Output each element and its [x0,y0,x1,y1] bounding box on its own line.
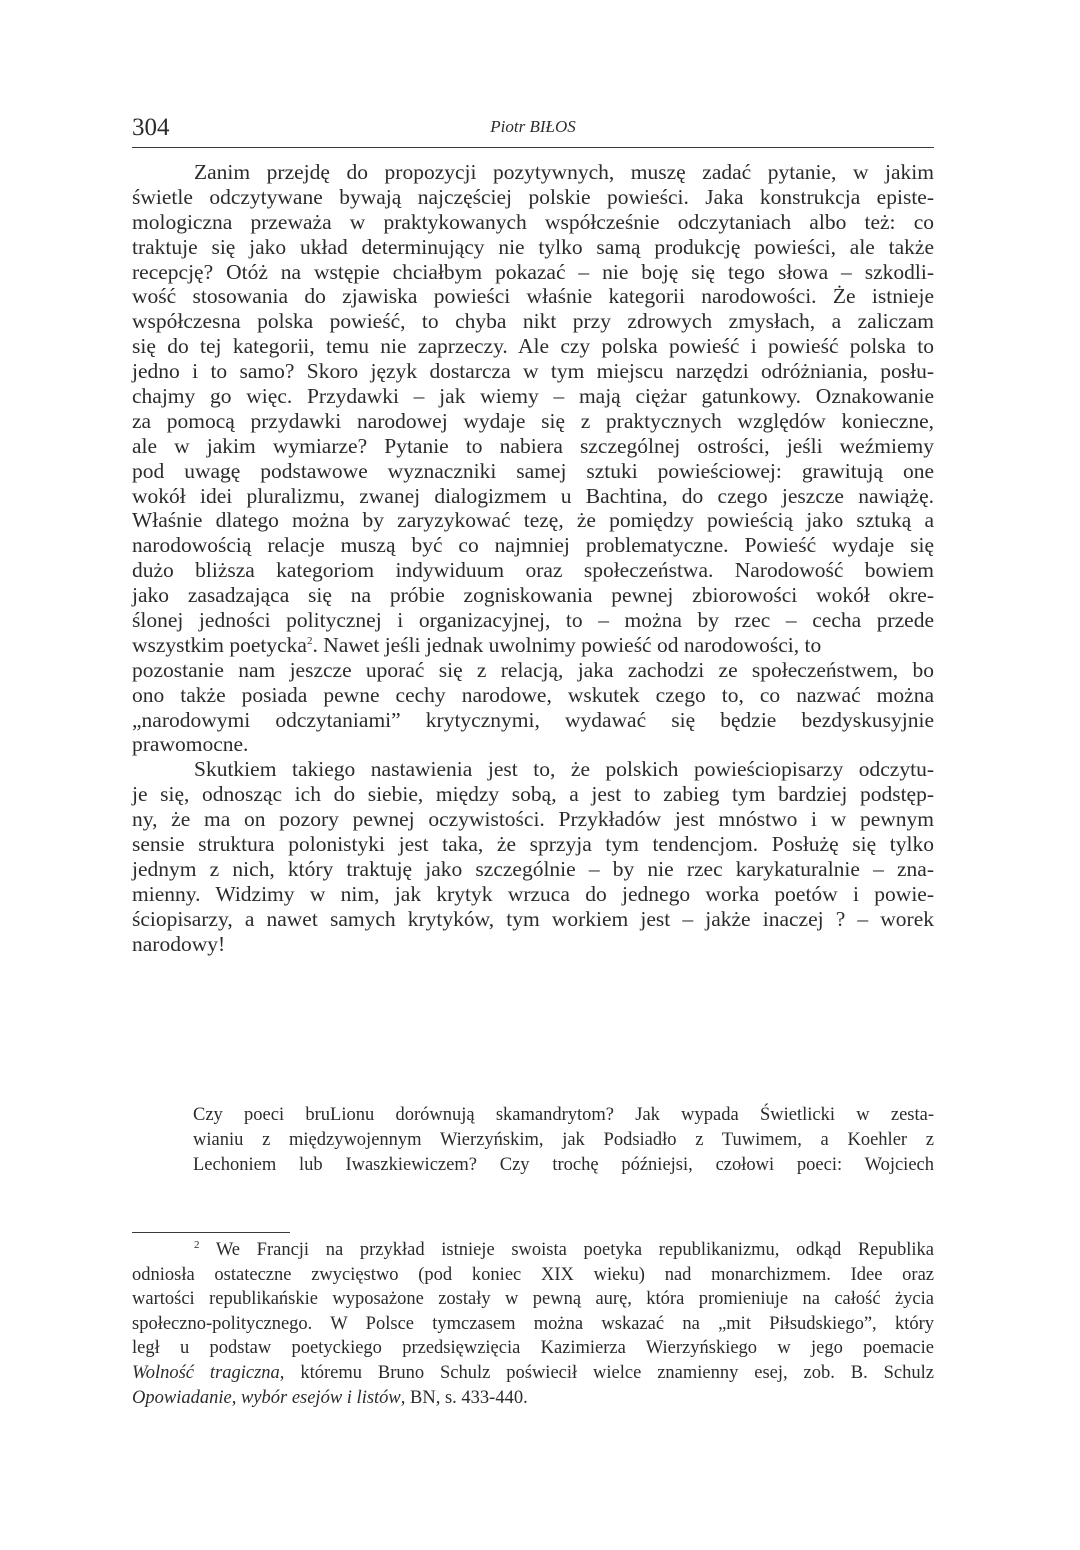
book-title: Wolność tragiczna [132,1362,280,1383]
text-line: dużo bliższa kategoriom indywiduum oraz społeczeństwa. Narodowość bowiem [132,558,934,583]
text-line: świetle odczytywane bywają najczęściej polskie powieści. Jaka konstrukcja episte- [132,184,934,209]
text-line: jako zasadzająca się na próbie zogniskowania pewnej zbiorowości wokół okre- [132,583,934,608]
text-line: za pomocą przydawki narodowej wydaje się z praktycznych względów konieczne, [132,408,934,433]
text-line: je się, odnosząc ich do siebie, między sobą, a jest to zabieg tym bardziej podstęp- [132,782,934,807]
text-line: traktuje się jako układ determinujący nie tylko samą produkcję powieści, ale także [132,234,934,259]
main-text [132,160,934,957]
block-quote [193,1103,934,1178]
footnote-line: legł u podstaw poetyckiego przedsięwzięcia Kazimierza Wierzyńskiego w jego poemacie [132,1338,934,1359]
quote-line: Czy poeci bruLionu dorównują skamandrytom? Jak wypada Świetlicki w zesta- [193,1105,934,1125]
text-line: narodowy! [132,931,226,956]
paragraph-1 [132,160,934,757]
quote-line: wianiu z międzywojennym Wierzyńskim, jak Podsiadło z Tuwimem, a Koehler z [193,1130,934,1150]
text-line: ściopisarzy, a nawet samych krytyków, tym workiem jest – jakże inaczej ? – worek [132,906,934,931]
book-title: Opowiadanie, wybór esejów i listów [132,1387,401,1408]
text-line: się do tej kategorii, temu nie zaprzeczy. Ale czy polska powieść i powieść polska to [132,334,934,359]
running-head-author: Piotr BIŁOS [490,117,576,136]
text-line: ale w jakim wymiarze? Pytanie to nabiera szczególnej ostrości, jeśli weźmiemy [132,433,934,458]
footnote-line: wartości republikańskie wyposażone zostały w pewną aurę, która promieniuje na całość życia [132,1289,934,1310]
text-line: „narodowymi odczytaniami” krytycznymi, wydawać się będzie bezdyskusyjnie [132,707,934,732]
footnote-line: społeczno-politycznego. W Polsce tymczasem można wskazać na „mit Piłsudskiego”, który [132,1313,934,1334]
text-segment: , któremu Bruno Schulz poświecił wielce znamienny esej, zob. B. Schulz [279,1362,934,1383]
footnote-line [132,1361,934,1386]
text-line: mienny. Widzimy w nim, jak krytyk wrzuca do jednego worka poetów i powie- [132,881,934,906]
text-line: prawomocne. [132,732,249,757]
text-line: recepcję? Otóż na wstępie chciałbym pokazać – nie boję się tego słowa – szkodli- [132,259,934,284]
footnote-line: odniosła ostateczne zwycięstwo (pod koniec XIX wieku) nad monarchizmem. Idee oraz [132,1264,934,1285]
running-header [132,113,934,148]
text-line: wość stosowania do zjawiska powieści właśnie kategorii narodowości. Że istnieje [132,284,934,309]
footnote-separator [132,1232,290,1233]
text-line: ono także posiada pewne cechy narodowe, wskutek czego to, co nazwać można [132,682,934,707]
quote-line: Lechoniem lub Iwaszkiewiczem? Czy trochę późniejsi, czołowi poeci: Wojciech [193,1155,934,1175]
text-line: Skutkiem takiego nastawienia jest to, że polskich powieściopisarzy odczytu- [194,757,934,782]
text-line: współczesna polska powieść, to chyba nikt przy zdrowych zmysłach, a zaliczam [132,309,934,334]
text-segment: We Francji na przykład istnieje swoista poetyka republikanizmu, odkąd Republika [199,1240,934,1260]
text-line: Właśnie dlatego można by zaryzykować tezę, że pomiędzy powieścią jako sztuką a [132,508,934,533]
text-segment: . Nawet jeśli jednak uwolnimy powieść od narodowości, to [312,632,822,657]
text-line: sensie struktura polonistyki jest taka, że sprzyja tym tendencjom. Posłużę się tylko [132,832,934,857]
text-line: pozostanie nam jeszcze uporać się z relacją, jaka zachodzi ze społeczeństwem, bo [132,657,934,682]
page-number: 304 [132,114,170,141]
text-line: ny, że ma on pozory pewnej oczywistości. Przykładów jest mnóstwo i w pewnym [132,807,934,832]
footnote-line [132,1386,934,1411]
footnote-line [132,1238,934,1263]
footnote-2 [132,1238,934,1410]
text-line: ślonej jedności politycznej i organizacyjnej, to – można by rzec – cecha przede [132,608,934,633]
text-segment: wszystkim poetycka [132,632,307,657]
text-segment: , BN, s. 433-440. [400,1387,528,1408]
text-line: Zanim przejdę do propozycji pozytywnych, muszę zadać pytanie, w jakim [194,160,934,184]
text-line: narodowością relacje muszą być co najmniej problematyczne. Powieść wydaje się [132,533,934,558]
paragraph-2 [132,757,934,956]
text-line: jedno i to samo? Skoro język dostarcza w tym miejscu narzędzi odróżniania, posłu- [132,359,934,384]
text-line: chajmy go więc. Przydawki – jak wiemy – mają ciężar gatunkowy. Oznakowanie [132,384,934,409]
text-line: jednym z nich, który traktuję jako szczególnie – by nie rzec karykaturalnie – zna- [132,856,934,881]
text-line-with-footnote [132,633,934,658]
text-line: mologiczna przeważa w praktykowanych współcześnie odczytaniach albo też: co [132,209,934,234]
footnote-reference: 2 [306,634,313,647]
text-line: pod uwagę podstawowe wyznaczniki samej sztuki powieściowej: grawitują one [132,458,934,483]
text-line: wokół idei pluralizmu, zwanej dialogizmem u Bachtina, do czego jeszcze nawiążę. [132,483,934,508]
footnote-number: 2 [194,1239,200,1251]
